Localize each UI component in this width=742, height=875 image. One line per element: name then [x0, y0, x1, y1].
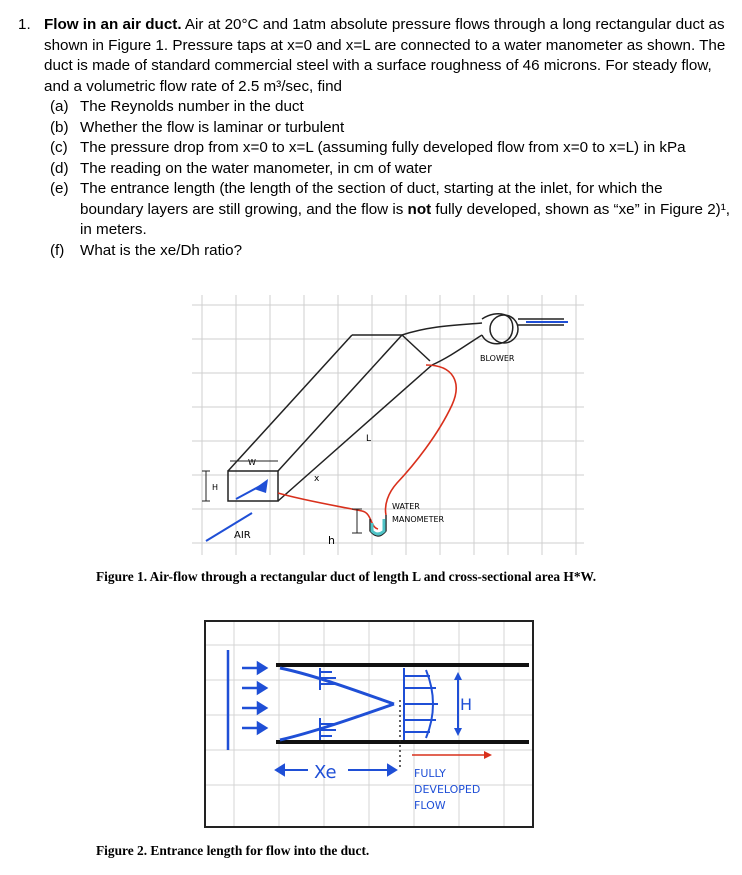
lower-boundary-layer [280, 704, 394, 740]
figure-1-caption: Figure 1. Air-flow through a rectangular duct of length L and cross-sectional area H*W. [96, 569, 597, 584]
h-lower-label: h [328, 534, 335, 547]
problem-intro: Air at 20°C and 1atm absolute pressure flows through a long rectangular duct as shown in Figure 1. Pressure taps at x=0 and x=L are connected to a water manometer as shown. The duct is made of standard commercial steel with a surface roughness of 46 microns. For steady flow, and a volumetric flow rate of 2.5 m³/sec, find [44, 16, 726, 95]
problem-title: Flow in an air duct. [44, 16, 182, 33]
fully-label: FULLY [414, 767, 446, 780]
question-e: (e) The entrance length (the length of the section of duct, starting at the inlet, for which the boundary layers are still growing, and the flow is not fully developed, shown as “xe” in Figure 2)¹, in meters. [50, 180, 730, 238]
top-rule [0, 0, 742, 3]
flow-label: FLOW [414, 799, 446, 812]
velocity-profiles [320, 668, 438, 740]
question-b: (b) Whether the flow is laminar or turbulent [50, 118, 345, 136]
fully-developed-arrowhead-icon [484, 751, 492, 759]
question-list [44, 97, 730, 261]
problem-number: 1. [18, 16, 31, 33]
upper-boundary-layer [280, 668, 394, 704]
water-label: WATER [392, 502, 420, 511]
h-label: H [460, 695, 473, 714]
h-arrow-up-icon [454, 672, 462, 680]
manometer-label: MANOMETER [392, 515, 445, 524]
question-d: (d) The reading on the water manometer, in cm of water [50, 159, 433, 177]
question-c: (c) The pressure drop from x=0 to x=L (assuming fully developed flow from x=0 to x=L) in kPa [50, 139, 686, 156]
xe-label: Xe [314, 762, 337, 783]
developed-label: DEVELOPED [414, 783, 481, 796]
air-label: AIR [234, 530, 251, 541]
question-f: (f) What is the xe/Dh ratio? [50, 241, 243, 259]
tap-tube-2 [385, 365, 456, 515]
h-arrow-down-icon [454, 728, 462, 736]
h-upper-label: H [212, 483, 219, 492]
l-label: L [366, 434, 372, 444]
tap-tube-1 [278, 493, 378, 529]
figure-1-duct-sketch [192, 295, 584, 555]
question-a: (a) The Reynolds number in the duct [50, 98, 304, 115]
figure-2-entrance-length [204, 620, 534, 828]
problem-1 [18, 15, 730, 261]
problem-body [44, 15, 730, 261]
figure-2-caption: Figure 2. Entrance length for flow into the duct. [96, 843, 370, 858]
w-label: W [248, 458, 256, 467]
x-label: x [314, 474, 320, 484]
blower-label: BLOWER [480, 354, 515, 363]
